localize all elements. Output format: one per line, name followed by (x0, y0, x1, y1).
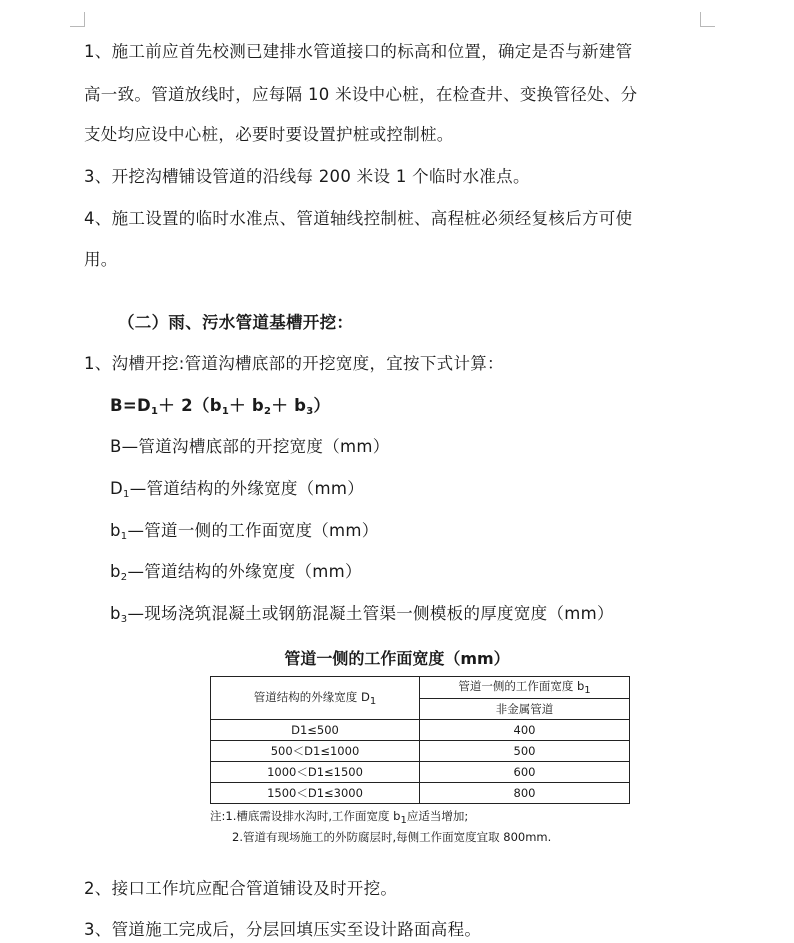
table-note-2: 2.管道有现场施工的外防腐层时,每侧工作面宽度宜取 800mm. (232, 830, 552, 844)
table-cell-range: 1000＜D1≤1500 (211, 762, 420, 783)
table-row (211, 720, 630, 741)
paragraph-4-line-1: 4、施工设置的临时水准点、管道轴线控制桩、高程桩必须经复核后方可使 (84, 209, 633, 228)
table-row (211, 762, 630, 783)
paragraph-1-line-1: 1、施工前应首先校测已建排水管道接口的标高和位置，确定是否与新建管 (84, 42, 633, 61)
paragraph-1-line-3: 支处均应设中心桩，必要时要设置护桩或控制桩。 (84, 125, 454, 144)
table-header-work-width: 管道一侧的工作面宽度 $b_1$ (420, 677, 630, 699)
definition-D1: $D_1—$管道结构的外缘宽度（mm） (110, 479, 365, 500)
table-note-1: 注:1.槽底需设排水沟时,工作面宽度 $b_1$应适当增加; (210, 809, 469, 826)
table-cell-range: D1≤500 (211, 720, 420, 741)
table-row (211, 783, 630, 804)
table-cell-value: 400 (420, 720, 630, 741)
table-title: 管道一侧的工作面宽度（mm） (284, 649, 510, 668)
table-header-outer-width: 管道结构的外缘宽度 $D_1$ (211, 677, 420, 720)
work-width-table (210, 676, 630, 804)
closing-paragraph-3: 3、管道施工完成后，分层回填压实至设计路面高程。 (84, 920, 482, 939)
section-heading: （二）雨、污水管道基槽开挖： (118, 313, 354, 332)
paragraph-1-line-2: 高一致。管道放线时，应每隔 10 米设中心桩，在检查井、变换管径处、分 (84, 85, 638, 104)
table-row (211, 741, 630, 762)
item-1-trench: 1、沟槽开挖:管道沟槽底部的开挖宽度，宜按下式计算： (84, 354, 504, 373)
definition-b1: $b_1—$管道一侧的工作面宽度（mm） (110, 521, 379, 542)
definition-B: B—管道沟槽底部的开挖宽度（mm） (110, 437, 390, 456)
formula: $B=D_1+ 2(b_1+ b_2+ b_3)$ (110, 396, 331, 417)
table-cell-value: 500 (420, 741, 630, 762)
table-cell-value: 600 (420, 762, 630, 783)
paragraph-3: 3、开挖沟槽铺设管道的沿线每 200 米设 1 个临时水准点。 (84, 167, 530, 186)
table-cell-value: 800 (420, 783, 630, 804)
definition-b2: $b_2—$管道结构的外缘宽度（mm） (110, 562, 362, 583)
table-subheader-nonmetal: 非金属管道 (420, 698, 630, 720)
table-cell-range: 500＜D1≤1000 (211, 741, 420, 762)
paragraph-4-line-2: 用。 (84, 250, 118, 269)
page-corner-mark-left (70, 12, 85, 27)
closing-paragraph-2: 2、接口工作坑应配合管道铺设及时开挖。 (84, 879, 398, 898)
page-corner-mark-right (700, 12, 715, 27)
definition-b3: $b_3—$现场浇筑混凝土或钢筋混凝土管渠一侧模板的厚度宽度（mm） (110, 604, 614, 625)
table-cell-range: 1500＜D1≤3000 (211, 783, 420, 804)
